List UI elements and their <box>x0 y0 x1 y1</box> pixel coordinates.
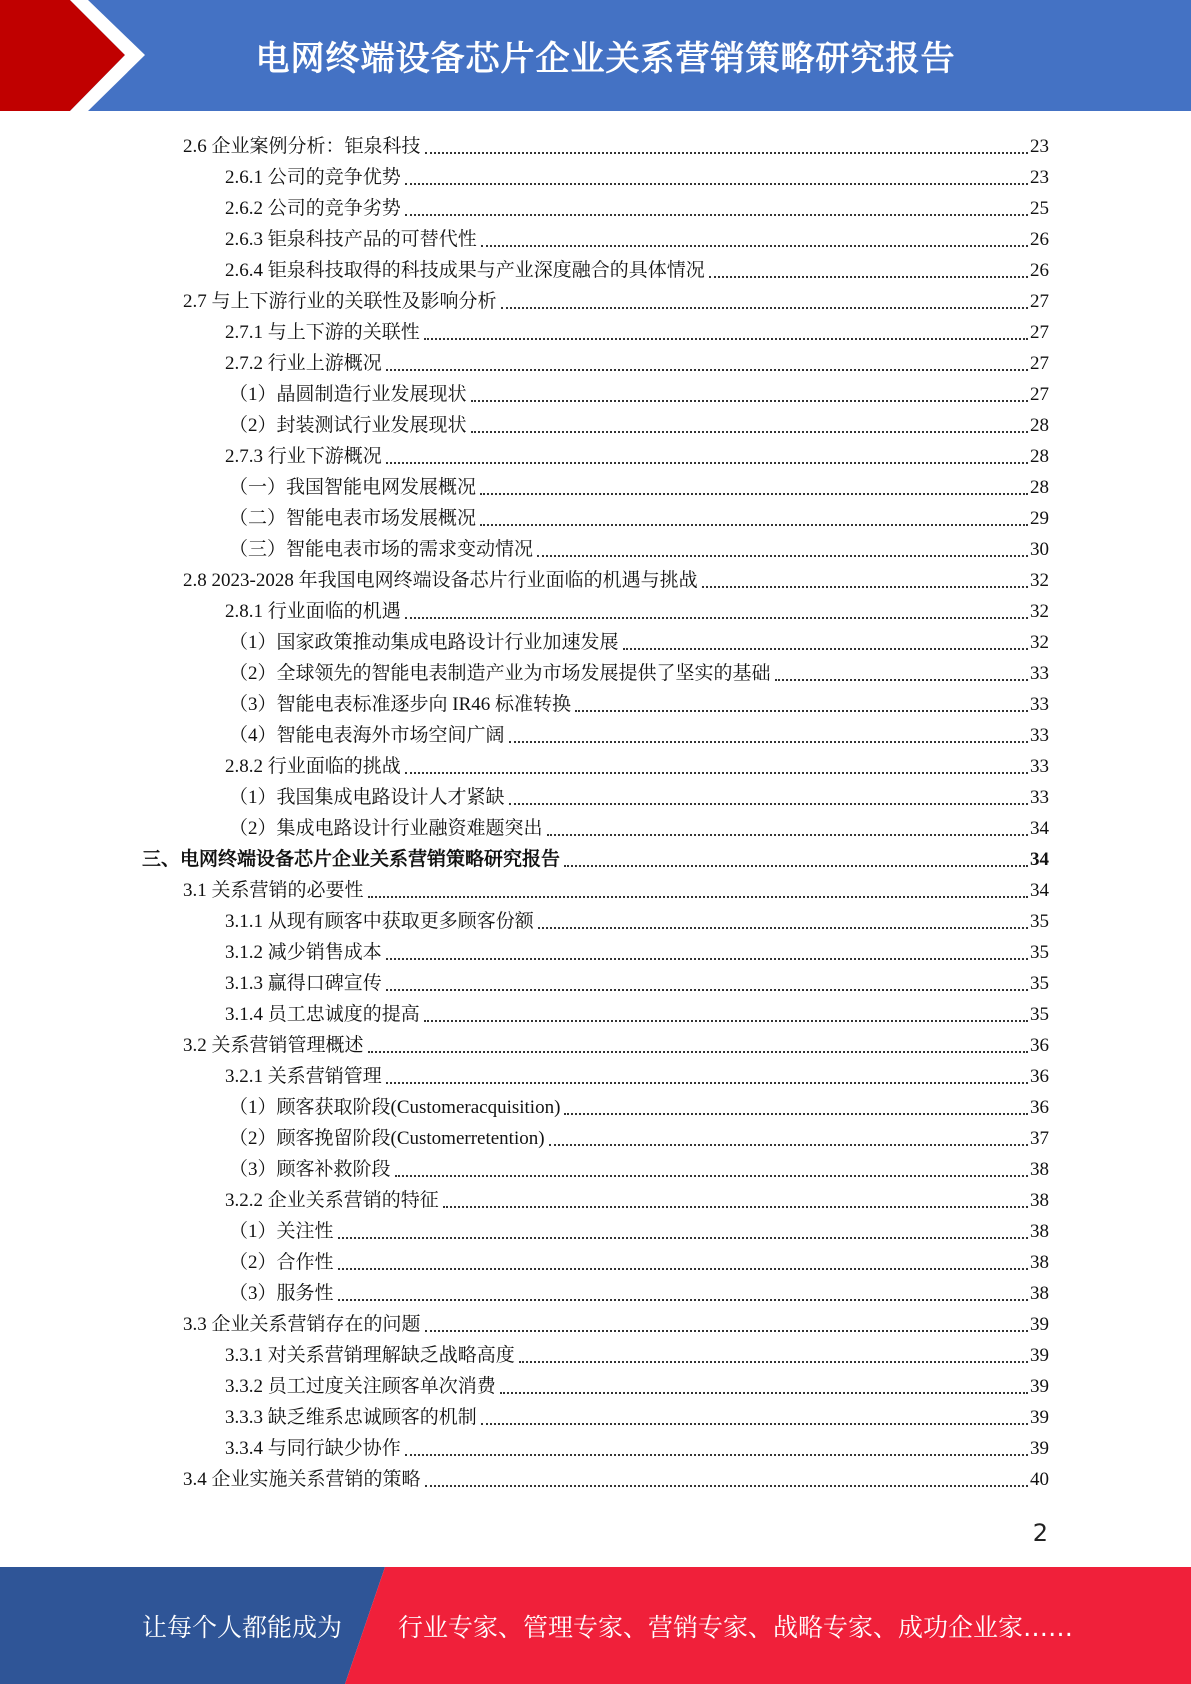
toc-dot-leader <box>425 1329 1028 1332</box>
toc-entry[interactable] <box>229 406 1049 437</box>
page-number: 2 <box>1032 1519 1048 1547</box>
toc-entry[interactable] <box>225 437 1049 468</box>
toc-dot-leader <box>500 1391 1028 1394</box>
toc-dot-leader <box>405 1453 1028 1456</box>
toc-dot-leader <box>519 1360 1028 1363</box>
toc-entry-page: 27 <box>1030 322 1049 343</box>
toc-entry-page: 39 <box>1030 1345 1049 1366</box>
toc-entry-label: 3.3.3 缺乏维系忠诚顾客的机制 <box>225 1407 477 1428</box>
toc-entry[interactable] <box>229 468 1049 499</box>
toc-entry-page: 38 <box>1030 1221 1049 1242</box>
toc-dot-leader <box>709 275 1028 278</box>
toc-entry-page: 27 <box>1030 353 1049 374</box>
toc-entry-page: 38 <box>1030 1159 1049 1180</box>
toc-dot-leader <box>623 647 1028 650</box>
toc-entry-page: 32 <box>1030 601 1049 622</box>
toc-entry[interactable] <box>229 623 1049 654</box>
toc-entry-page: 28 <box>1030 446 1049 467</box>
toc-entry-label: 2.7.2 行业上游概况 <box>225 353 382 374</box>
toc-entry-page: 30 <box>1030 539 1049 560</box>
toc-entry-page: 28 <box>1030 415 1049 436</box>
toc-entry-label: 2.6.2 公司的竞争劣势 <box>225 198 401 219</box>
toc-entry-label: 3.3.4 与同行缺少协作 <box>225 1438 401 1459</box>
toc-entry-label: （1）晶圆制造行业发展现状 <box>229 384 467 405</box>
toc-entry[interactable] <box>229 1119 1049 1150</box>
toc-entry-label: 2.6.1 公司的竞争优势 <box>225 167 401 188</box>
toc-entry-page: 38 <box>1030 1252 1049 1273</box>
toc-entry[interactable] <box>229 778 1049 809</box>
toc-entry-label: （2）合作性 <box>229 1252 334 1273</box>
toc-entry-label: 3.1 关系营销的必要性 <box>183 880 364 901</box>
toc-entry-label: （2）顾客挽留阶段(Customerretention) <box>229 1128 545 1149</box>
toc-entry[interactable] <box>183 1460 1049 1491</box>
toc-entry-label: （3）智能电表标准逐步向 IR46 标准转换 <box>229 694 572 715</box>
toc-entry-label: 2.7.3 行业下游概况 <box>225 446 382 467</box>
toc-entry[interactable] <box>229 809 1049 840</box>
toc-dot-leader <box>338 1298 1028 1301</box>
toc-entry-label: （3）顾客补救阶段 <box>229 1159 391 1180</box>
toc-entry-label: （1）我国集成电路设计人才紧缺 <box>229 787 505 808</box>
toc-entry[interactable] <box>229 685 1049 716</box>
toc-entry-label: （4）智能电表海外市场空间广阔 <box>229 725 505 746</box>
toc-entry-label: （2）集成电路设计行业融资难题突出 <box>229 818 543 839</box>
toc-dot-leader <box>386 988 1028 991</box>
toc-entry[interactable] <box>225 964 1049 995</box>
toc-dot-leader <box>368 895 1028 898</box>
toc-dot-leader <box>405 182 1028 185</box>
toc-entry[interactable] <box>225 1429 1049 1460</box>
toc-entry-label: （2）全球领先的智能电表制造产业为市场发展提供了坚实的基础 <box>229 663 771 684</box>
toc-dot-leader <box>480 523 1028 526</box>
toc-entry-label: （二）智能电表市场发展概况 <box>229 508 477 529</box>
toc-entry[interactable] <box>229 1212 1049 1243</box>
toc-entry-label: 3.3.2 员工过度关注顾客单次消费 <box>225 1376 496 1397</box>
toc-entry[interactable] <box>225 747 1049 778</box>
page-footer <box>0 1567 1191 1684</box>
toc-entry-page: 33 <box>1030 663 1049 684</box>
toc-entry[interactable] <box>183 1305 1049 1336</box>
toc-entry-label: 3.2 关系营销管理概述 <box>183 1035 364 1056</box>
toc-entry-label: 3.4 企业实施关系营销的策略 <box>183 1469 421 1490</box>
toc-dot-leader <box>501 306 1028 309</box>
toc-entry[interactable] <box>183 561 1049 592</box>
toc-dot-leader <box>702 585 1028 588</box>
toc-entry[interactable] <box>183 282 1049 313</box>
toc-entry-page: 26 <box>1030 229 1049 250</box>
toc-entry-page: 36 <box>1030 1035 1049 1056</box>
toc-dot-leader <box>443 1205 1028 1208</box>
toc-entry[interactable] <box>183 127 1049 158</box>
toc-entry-page: 33 <box>1030 787 1049 808</box>
toc-dot-leader <box>575 709 1028 712</box>
toc-entry-label: 3.3 企业关系营销存在的问题 <box>183 1314 421 1335</box>
toc-dot-leader <box>509 802 1028 805</box>
toc-dot-leader <box>509 740 1028 743</box>
toc-entry-page: 32 <box>1030 570 1049 591</box>
toc-entry-page: 32 <box>1030 632 1049 653</box>
toc-entry[interactable] <box>225 251 1049 282</box>
toc-entry-page: 28 <box>1030 477 1049 498</box>
toc-dot-leader <box>538 926 1028 929</box>
toc-dot-leader <box>775 678 1028 681</box>
toc-entry-page: 34 <box>1030 818 1049 839</box>
toc-dot-leader <box>424 1019 1028 1022</box>
toc-entry[interactable] <box>229 1088 1049 1119</box>
toc-dot-leader <box>395 1174 1028 1177</box>
toc-entry[interactable] <box>183 1026 1049 1057</box>
toc-entry-page: 35 <box>1030 911 1049 932</box>
toc-dot-leader <box>405 213 1028 216</box>
toc-dot-leader <box>338 1267 1028 1270</box>
toc-entry-label: 3.3.1 对关系营销理解缺乏战略高度 <box>225 1345 515 1366</box>
toc-entry-label: （2）封装测试行业发展现状 <box>229 415 467 436</box>
toc-entry[interactable] <box>229 375 1049 406</box>
toc-entry-label: 三、电网终端设备芯片企业关系营销策略研究报告 <box>142 849 561 870</box>
toc-entry[interactable] <box>225 1057 1049 1088</box>
toc-entry-label: （1）顾客获取阶段(Customeracquisition) <box>229 1097 561 1118</box>
toc-entry[interactable] <box>225 592 1049 623</box>
toc-dot-leader <box>386 1081 1028 1084</box>
toc-entry-label: 2.6.4 钜泉科技取得的科技成果与产业深度融合的具体情况 <box>225 260 705 281</box>
toc-dot-leader <box>368 1050 1028 1053</box>
toc-dot-leader <box>424 337 1028 340</box>
toc-entry-page: 39 <box>1030 1314 1049 1335</box>
toc-entry-label: 3.1.1 从现有顾客中获取更多顾客份额 <box>225 911 534 932</box>
toc-entry-label: （一）我国智能电网发展概况 <box>229 477 477 498</box>
toc-entry-label: （三）智能电表市场的需求变动情况 <box>229 539 534 560</box>
toc-entry-label: 2.6.3 钜泉科技产品的可替代性 <box>225 229 477 250</box>
toc-entry-label: 2.8 2023-2028 年我国电网终端设备芯片行业面临的机遇与挑战 <box>183 570 698 591</box>
toc-dot-leader <box>549 1143 1028 1146</box>
toc-dot-leader <box>405 616 1028 619</box>
toc-dot-leader <box>386 368 1028 371</box>
toc-entry[interactable] <box>225 1367 1049 1398</box>
toc-entry[interactable] <box>229 1243 1049 1274</box>
toc-entry-label: 2.6 企业案例分析：钜泉科技 <box>183 136 421 157</box>
toc-entry-page: 35 <box>1030 973 1049 994</box>
toc-entry[interactable] <box>225 220 1049 251</box>
toc-entry-page: 29 <box>1030 508 1049 529</box>
toc-entry[interactable] <box>225 1336 1049 1367</box>
toc-dot-leader <box>386 461 1028 464</box>
toc-entry[interactable] <box>183 871 1049 902</box>
toc-entry[interactable] <box>229 654 1049 685</box>
toc-dot-leader <box>425 151 1028 154</box>
footer-slogan-right: 行业专家、管理专家、营销专家、战略专家、成功企业家…… <box>398 1612 1074 1642</box>
toc-entry[interactable] <box>229 716 1049 747</box>
toc-entry-page: 33 <box>1030 756 1049 777</box>
toc-entry-label: （3）服务性 <box>229 1283 334 1304</box>
toc-entry-label: 3.1.4 员工忠诚度的提高 <box>225 1004 420 1025</box>
toc-entry-page: 37 <box>1030 1128 1049 1149</box>
toc-entry-page: 36 <box>1030 1097 1049 1118</box>
toc-entry-page: 33 <box>1030 694 1049 715</box>
toc-entry[interactable] <box>225 933 1049 964</box>
toc-dot-leader <box>480 492 1028 495</box>
toc-entry-label: 3.1.2 减少销售成本 <box>225 942 382 963</box>
toc-entry-page: 25 <box>1030 198 1049 219</box>
toc-entry-label: 2.8.2 行业面临的挑战 <box>225 756 401 777</box>
toc-entry-page: 23 <box>1030 167 1049 188</box>
toc-entry-page: 23 <box>1030 136 1049 157</box>
toc-entry[interactable] <box>229 530 1049 561</box>
toc-entry-page: 39 <box>1030 1407 1049 1428</box>
toc-dot-leader <box>481 1422 1028 1425</box>
toc-entry-label: （1）国家政策推动集成电路设计行业加速发展 <box>229 632 619 653</box>
toc-entry[interactable] <box>225 158 1049 189</box>
toc-dot-leader <box>338 1236 1028 1239</box>
toc-entry-page: 38 <box>1030 1190 1049 1211</box>
toc-dot-leader <box>547 833 1028 836</box>
toc-entry-page: 39 <box>1030 1376 1049 1397</box>
toc-entry[interactable] <box>225 1398 1049 1429</box>
toc-dot-leader <box>471 430 1028 433</box>
toc-entry-label: （1）关注性 <box>229 1221 334 1242</box>
toc-dot-leader <box>564 1112 1028 1115</box>
toc-entry-page: 34 <box>1030 880 1049 901</box>
toc-entry-label: 3.1.3 赢得口碑宣传 <box>225 973 382 994</box>
toc-entry-page: 35 <box>1030 1004 1049 1025</box>
toc-entry-page: 38 <box>1030 1283 1049 1304</box>
toc-dot-leader <box>425 1484 1028 1487</box>
toc-entry[interactable] <box>225 995 1049 1026</box>
page-header <box>0 0 1191 111</box>
toc-dot-leader <box>564 864 1028 867</box>
toc-entry-page: 27 <box>1030 384 1049 405</box>
toc-entry-label: 2.7.1 与上下游的关联性 <box>225 322 420 343</box>
toc-entry-label: 3.2.2 企业关系营销的特征 <box>225 1190 439 1211</box>
toc-entry-page: 40 <box>1030 1469 1049 1490</box>
toc-entry-page: 33 <box>1030 725 1049 746</box>
toc-dot-leader <box>471 399 1028 402</box>
toc-dot-leader <box>481 244 1028 247</box>
toc-entry-page: 36 <box>1030 1066 1049 1087</box>
toc-entry[interactable] <box>229 499 1049 530</box>
toc-entry[interactable] <box>229 1274 1049 1305</box>
toc-entry[interactable] <box>225 1181 1049 1212</box>
toc-entry-page: 27 <box>1030 291 1049 312</box>
toc-entry-label: 2.7 与上下游行业的关联性及影响分析 <box>183 291 497 312</box>
toc-entry[interactable] <box>225 902 1049 933</box>
footer-slogan-left: 让每个人都能成为 <box>142 1612 343 1642</box>
toc-dot-leader <box>537 554 1028 557</box>
toc-entry[interactable] <box>225 313 1049 344</box>
toc-entry-label: 2.8.1 行业面临的机遇 <box>225 601 401 622</box>
toc-entry-page: 34 <box>1030 849 1049 870</box>
toc-entry-label: 3.2.1 关系营销管理 <box>225 1066 382 1087</box>
report-title: 电网终端设备芯片企业关系营销策略研究报告 <box>255 39 956 79</box>
toc-entry-page: 35 <box>1030 942 1049 963</box>
toc-dot-leader <box>405 771 1028 774</box>
toc-dot-leader <box>386 957 1028 960</box>
toc-entry-page: 39 <box>1030 1438 1049 1459</box>
toc-entry[interactable] <box>225 344 1049 375</box>
toc-entry[interactable] <box>225 189 1049 220</box>
toc-entry-page: 26 <box>1030 260 1049 281</box>
toc-entry[interactable] <box>142 840 1049 871</box>
toc-entry[interactable] <box>229 1150 1049 1181</box>
